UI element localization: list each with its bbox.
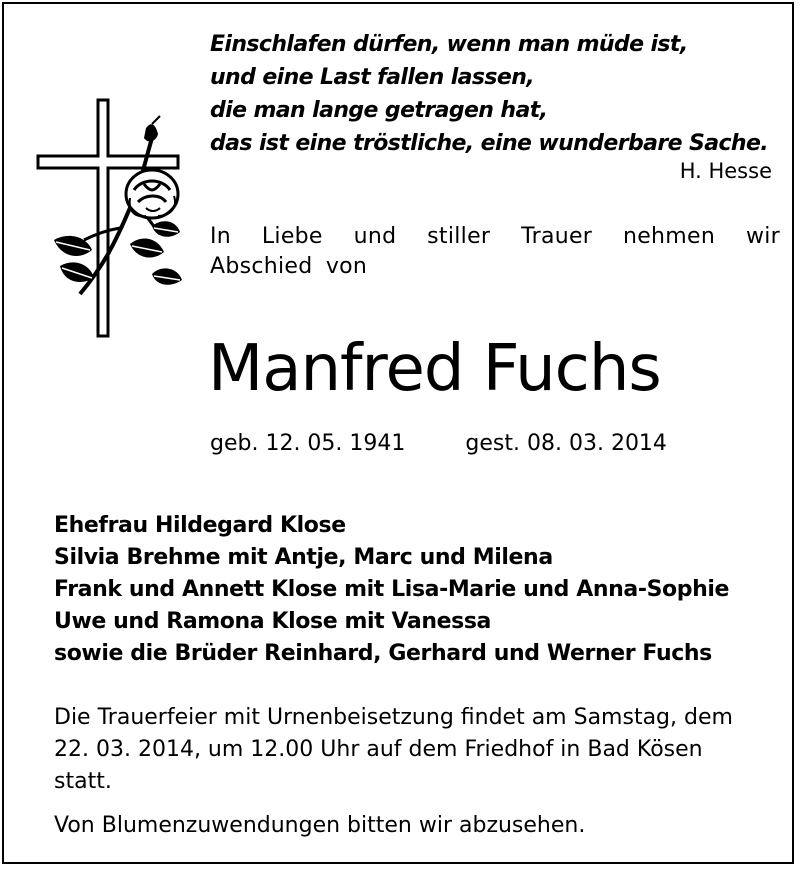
poem-line: und eine Last fallen lassen, — [210, 65, 535, 90]
poem-line: die man lange getragen hat, — [210, 98, 548, 123]
family-member-line: sowie die Brüder Reinhard, Gerhard und Werner Fuchs — [54, 641, 712, 666]
poem — [210, 28, 770, 160]
family-member-line: Silvia Brehme mit Antje, Marc und Milena — [54, 545, 553, 570]
flowers-note: Von Blumenzuwendungen bitten wir abzusehen. — [54, 813, 586, 838]
life-dates — [210, 428, 667, 460]
family-member-line: Ehefrau Hildegard Klose — [54, 513, 346, 538]
poem-author: H. Hesse — [679, 159, 772, 183]
cross-with-rose-icon — [34, 98, 194, 343]
poem-line: das ist eine tröstliche, eine wunderbare Sache. — [210, 131, 769, 156]
family-list — [54, 510, 729, 670]
intro-text: In Liebe und stiller Trauer nehmen wir Abschied von — [210, 224, 780, 279]
birth-date: geb. 12. 05. 1941 — [210, 431, 406, 456]
poem-line: Einschlafen dürfen, wenn man müde ist, — [210, 32, 688, 57]
family-member-line: Frank und Annett Klose mit Lisa-Marie und Anna-Sophie — [54, 577, 730, 602]
family-member-line: Uwe und Ramona Klose mit Vanessa — [54, 609, 491, 634]
death-date: gest. 08. 03. 2014 — [465, 431, 667, 456]
deceased-name: Manfred Fuchs — [208, 332, 661, 406]
obituary-notice — [2, 2, 794, 864]
ceremony-text: Die Trauerfeier mit Urnenbeisetzung findet am Samstag, dem 22. 03. 2014, um 12.00 Uhr auf dem Friedhof in Bad Kösen statt. — [54, 705, 733, 794]
